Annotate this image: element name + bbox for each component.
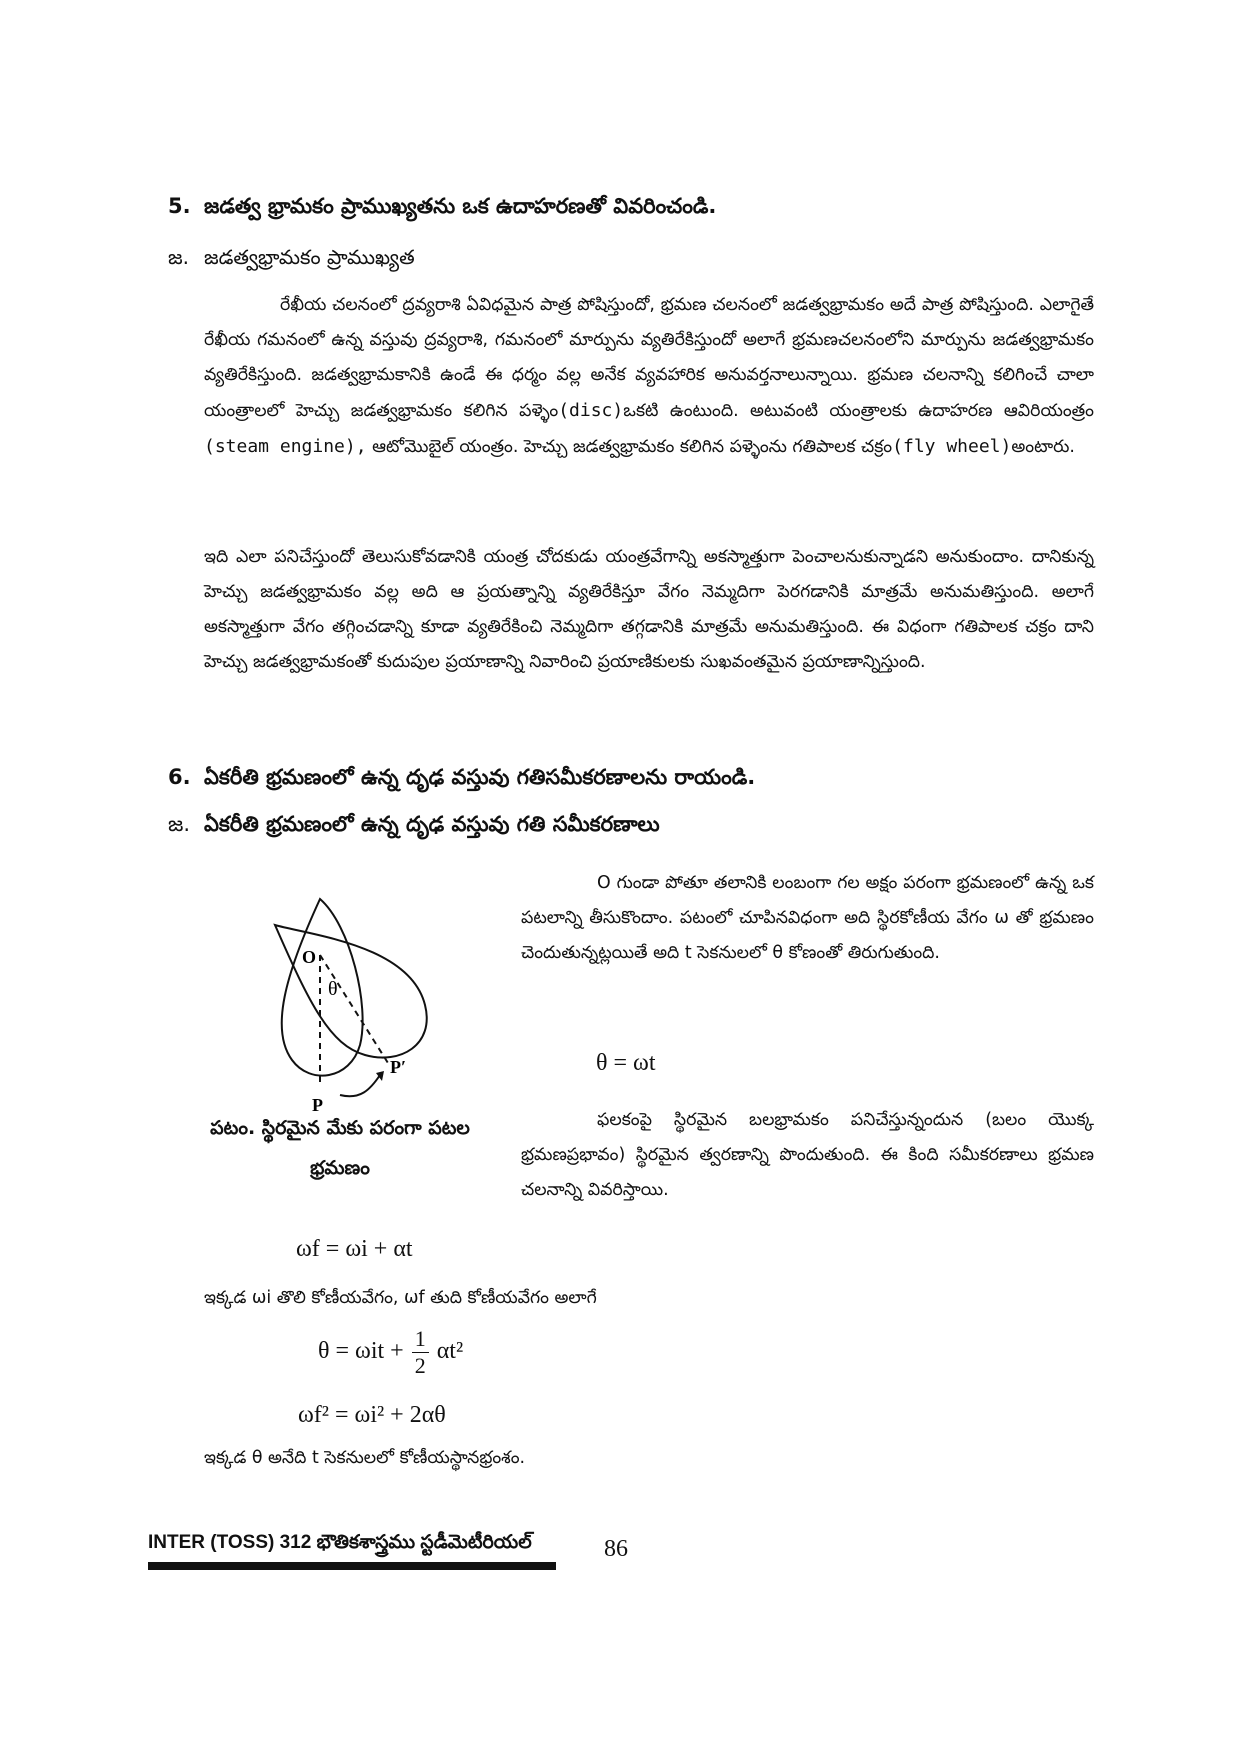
term-fly-wheel: (fly wheel) xyxy=(892,436,1012,457)
term-disc: (disc) xyxy=(558,400,624,421)
rotated-dashed-line xyxy=(320,955,388,1063)
question-5 xyxy=(168,192,716,220)
answer-5-heading xyxy=(168,243,415,271)
answer-marker: జ. xyxy=(168,245,189,269)
equation-theta-omega-t: θ = ωt xyxy=(596,1050,656,1076)
figure-caption: పటం. స్థిరమైన మేకు పరంగా పటల భ్రమణం xyxy=(210,1117,470,1179)
fraction-one-half xyxy=(412,1326,429,1379)
page-number: 86 xyxy=(604,1536,628,1562)
note-angular-displacement: ఇక్కడ θ అనేది t సెకనులలో కోణీయస్థానభ్రంశం. xyxy=(204,1448,526,1468)
label-p: P xyxy=(312,1095,323,1115)
answer-6-paragraph-2 xyxy=(521,1103,1094,1208)
rotation-figure xyxy=(250,895,450,1115)
paragraph-text: రేఖీయ చలనంలో ద్రవ్యరాశి ఏవిధమైన పాత్ర పోషిస్తుందో, భ్రమణ చలనంలో జడత్వభ్రామకం అదే పాత్ర పోషిస్తుంది. ఎలాగైతే రేఖీయ గమనంలో ఉన్న వస్తువు ద్రవ్యరాశి, గమనంలో మార్పును వ్యతిరేకిస్తుందో అలాగే భ్రమణచలనంలోని మార్పును జడత్వభ్రామకం వ్యతిరేకిస్తుంది. జడత్వభ్రామకానికి ఉండే ఈ ధర్మం వల్ల అనేక వ్యవహారిక అనువర్తనాలున్నాయి. భ్రమణ చలనాన్ని కలిగించే చాలా యంత్రాలలో హెచ్చు జడత్వభ్రామకం కలిగిన పళ్ళెం xyxy=(204,295,1094,421)
question-number: 5. xyxy=(168,194,191,218)
rotation-arrow xyxy=(340,1075,380,1096)
answer-heading: ఏకరీతి భ్రమణంలో ఉన్న దృఢ వస్తువు గతి సమీకరణాలు xyxy=(204,812,660,836)
answer-6-paragraph-1 xyxy=(521,866,1094,971)
answer-6-heading xyxy=(168,810,660,838)
question-6 xyxy=(168,763,755,791)
disc-outline-rotated xyxy=(275,925,427,1058)
paragraph-text: ఫలకంపై స్థిరమైన బలభ్రామకం పనిచేస్తున్నందున (బలం యొక్క భ్రమణప్రభావం) స్థిరమైన త్వరణాన్ని పొందుతుంది. ఈ కింది సమీకరణాలు భ్రమణ చలనాన్ని వివరిస్తాయి. xyxy=(521,1110,1094,1200)
equation-velocity-squared: ωf² = ωi² + 2αθ xyxy=(298,1402,446,1428)
label-p-prime: P′ xyxy=(390,1057,407,1077)
footer-rule xyxy=(148,1562,556,1570)
equation-part: αt² xyxy=(436,1338,464,1365)
note-angular-velocities: ఇక్కడ ωi తొలి కోణీయవేగం, ωf తుది కోణీయవేగం అలాగే xyxy=(204,1288,597,1308)
equation-angular-displacement xyxy=(318,1326,463,1379)
paragraph-text: అంటారు. xyxy=(1011,437,1075,457)
paragraph-text: ఒకటి ఉంటుంది. అటువంటి యంత్రాలకు ఉదాహరణ ఆవిరియంత్రం xyxy=(623,401,1094,421)
label-o: O xyxy=(302,947,317,967)
paragraph-text: O గుండా పోతూ తలానికి లంబంగా గల అక్షం పరంగా భ్రమణంలో ఉన్న ఒక పటలాన్ని తీసుకొందాం. పటంలో చూపినవిధంగా అది స్థిరకోణీయ వేగం ω తో భ్రమణం చెందుతున్నట్లయితే అది t సెకనులలో θ కోణంతో తిరుగుతుంది. xyxy=(521,873,1094,963)
question-text: జడత్వ భ్రామకం ప్రాముఖ్యతను ఒక ఉదాహరణతో వివరించండి. xyxy=(204,194,717,218)
answer-heading: జడత్వభ్రామకం ప్రాముఖ్యత xyxy=(204,245,415,269)
paragraph-text: ఇది ఎలా పనిచేస్తుందో తెలుసుకోవడానికి యంత్ర చోదకుడు యంత్రవేగాన్ని అకస్మాత్తుగా పెంచాలనుకున్నాడని అనుకుందాం. దానికున్న హెచ్చు జడత్వభ్రామకం వల్ల అది ఆ ప్రయత్నాన్ని వ్యతిరేకిస్తూ వేగం నెమ్మదిగా పెరగడానికి మాత్రమే అనుమతిస్తుంది. అలాగే అకస్మాత్తుగా వేగం తగ్గించడాన్ని కూడా వ్యతిరేకించి నెమ్మదిగా తగ్గడానికి మాత్రమే అనుమతిస్తుంది. ఈ విధంగా గతిపాలక చక్రం దాని హెచ్చు జడత్వభ్రామకంతో కుదుపుల ప్రయాణాన్ని నివారించి ప్రయాణికులకు సుఖవంతమైన ప్రయాణాన్నిస్తుంది. xyxy=(204,547,1094,672)
question-text: ఏకరీతి భ్రమణంలో ఉన్న దృఢ వస్తువు గతిసమీకరణాలను రాయండి. xyxy=(204,765,756,789)
question-number: 6. xyxy=(168,765,191,789)
footer-title: INTER (TOSS) 312 భౌతికశాస్త్రము స్టడీమెటీరియల్ xyxy=(148,1532,532,1553)
fraction-denominator: 2 xyxy=(414,1353,426,1378)
label-theta: θ xyxy=(328,978,338,1000)
equation-part: θ = ωit + xyxy=(318,1338,404,1365)
equation-final-angular-velocity: ωf = ωi + αt xyxy=(296,1236,413,1262)
answer-marker: జ. xyxy=(168,812,191,836)
fraction-numerator: 1 xyxy=(412,1326,429,1353)
answer-5-paragraph-1 xyxy=(204,288,1094,465)
term-steam-engine: (steam engine), xyxy=(204,436,367,457)
answer-5-paragraph-2 xyxy=(204,540,1094,680)
paragraph-text: ఆటోమొబైల్ యంత్రం. హెచ్చు జడత్వభ్రామకం కలిగిన పళ్ళెంను గతిపాలక చక్రం xyxy=(372,437,893,457)
